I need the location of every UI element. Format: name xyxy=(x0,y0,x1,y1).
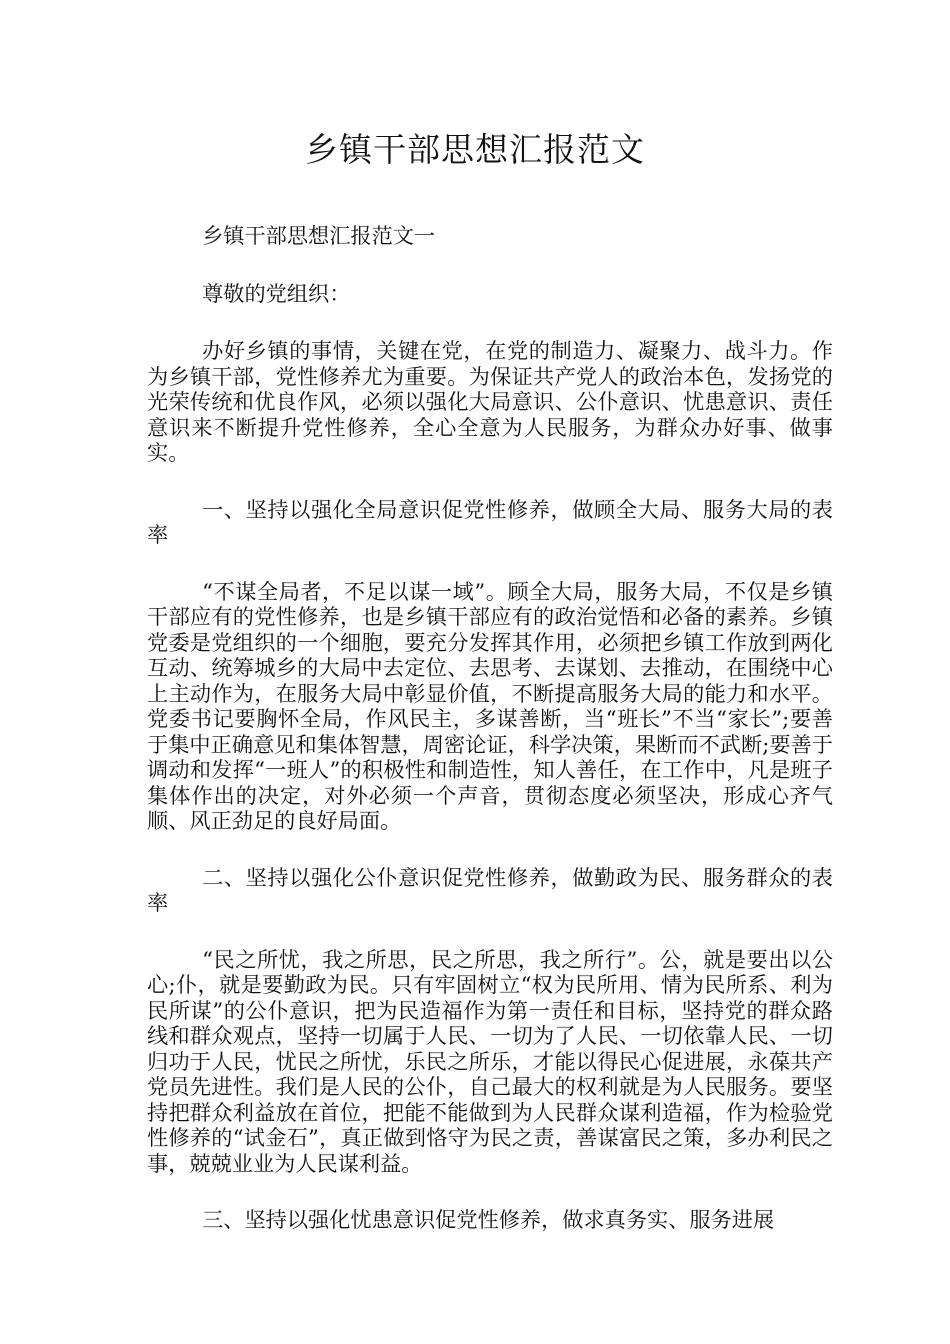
intro-paragraph: 办好乡镇的事情，关键在党，在党的制造力、凝聚力、战斗力。作为乡镇干部，党性修养尤为重要。为保证共产党人的政治本色，发扬党的光荣传统和优良作风，必须以强化大局意识、公仆意识、忧患意识、责任意识来不断提升党性修养，全心全意为人民服务，为群众办好事、做事实。 xyxy=(147,338,833,465)
point-three-heading: 三、坚持以强化忧患意识促党性修养，做求真务实、服务进展 xyxy=(202,1207,775,1232)
point-one-paragraph: “不谋全局者，不足以谋一域”。顾全大局，服务大局，不仅是乡镇干部应有的党性修养，也是乡镇干部应有的政治觉悟和必备的素养。乡镇党委是党组织的一个细胞，要充分发挥其作用，必须把乡镇工作放到两化互动、统筹城乡的大局中去定位、去思考、去谋划、去推动，在围绕中心上主动作为，在服务大局中彰显价值，不断提高服务大局的能力和水平。党委书记要胸怀全局，作风民主，多谋善断，当“班长”不当“家长”;要善于集中正确意见和集体智慧，周密论证，科学决策，果断而不武断;要善于调动和发挥“一班人”的积极性和制造性，知人善任，在工作中，凡是班子集体作出的决定，对外必须一个声音，贯彻态度必须坚决，形成心齐气顺、风正劲足的良好局面。 xyxy=(147,578,833,833)
point-one-heading: 一、坚持以强化全局意识促党性修养，做顾全大局、服务大局的表率 xyxy=(147,496,833,547)
point-two-paragraph: “民之所忧，我之所思，民之所思，我之所行”。公，就是要出以公心;仆，就是要勤政为民。只有牢固树立“权为民所用、情为民所系、利为民所谋”的公仆意识，把为民造福作为第一责任和目标，坚持党的群众路线和群众观点，坚持一切属于人民、一切为了人民、一切依靠人民、一切归功于人民，忧民之所忧，乐民之所乐，才能以得民心促进展，永葆共产党员先进性。我们是人民的公仆，自己最大的权利就是为人民服务。要坚持把群众利益放在首位，把能不能做到为人民群众谋利造福，作为检验党性修养的“试金石”，真正做到恪守为民之责，善谋富民之策，多办利民之事，兢兢业业为人民谋利益。 xyxy=(147,946,833,1176)
salutation: 尊敬的党组织： xyxy=(202,280,351,306)
document-title: 乡镇干部思想汇报范文 xyxy=(305,130,645,169)
point-two-heading: 二、坚持以强化公仆意识促党性修养，做勤政为民、服务群众的表率 xyxy=(147,864,833,915)
section-heading: 乡镇干部思想汇报范文一 xyxy=(202,223,436,248)
document-body xyxy=(147,223,833,1264)
